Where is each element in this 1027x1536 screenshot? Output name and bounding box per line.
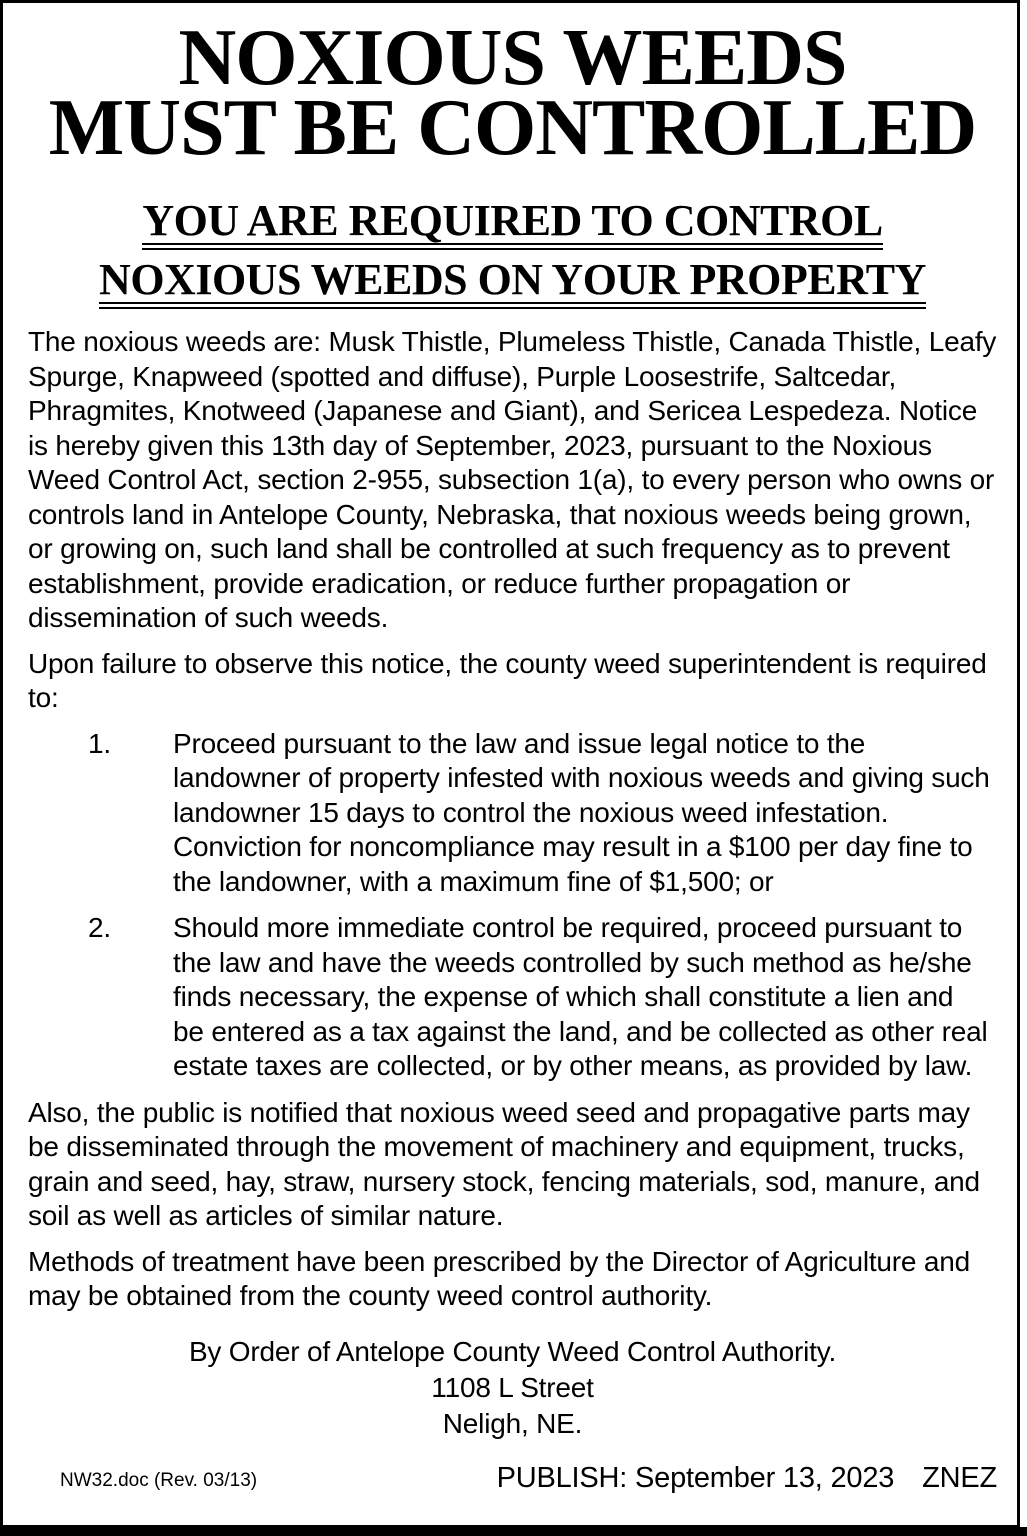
subheadline-line-2: NOXIOUS WEEDS ON YOUR PROPERTY	[28, 254, 997, 309]
notice-headline	[28, 14, 997, 172]
list-item	[28, 911, 997, 1084]
doc-reference: NW32.doc (Rev. 03/13)	[60, 1469, 258, 1491]
closing-city: Neligh, NE.	[442, 1407, 583, 1439]
footer-row	[28, 1462, 997, 1495]
headline-line-1: NOXIOUS WEEDS	[178, 14, 847, 102]
notice-subheadline	[28, 195, 997, 309]
paragraph-dissemination: Also, the public is notified that noxious weed seed and propagative parts may be disseminated through the movement of machinery and equipment, trucks, grain and seed, hay, straw, nursery stock, fencing materials, sod, manure, and soil as well as articles of similar nature.	[28, 1096, 980, 1231]
enforcement-list	[28, 727, 997, 1084]
paragraph-weeds-list: The noxious weeds are: Musk Thistle, Plumeless Thistle, Canada Thistle, Leafy Spurge, Knapweed (spotted and diffuse), Purple Loosestrife, Saltcedar, Phragmites, Knotweed (Japanese and Giant), and Sericea Lespedeza. Notice is hereby given this 13th day of September, 2023, pursuant to the Noxious Weed Control Act, section 2-955, subsection 1(a), to every person who owns or controls land in Antelope County, Nebraska, that noxious weeds being grown, or growing on, such land shall be controlled at such frequency as to prevent establishment, provide eradication, or reduce further propagation or dissemination of such weeds.	[28, 326, 997, 633]
notice-body	[28, 325, 997, 1314]
closing-address: 1108 L Street	[431, 1371, 594, 1403]
list-item-number: 2.	[88, 912, 111, 943]
bottom-border-bar	[0, 1527, 1027, 1536]
list-item-text: Should more immediate control be required, proceed pursuant to the law and have the weeds controlled by such method as he/she finds necessary, the expense of which shall constitute a lien and be entered as a tax against the land, and be collected as other real estate taxes are collected, or by other means, as provided by law.	[173, 912, 988, 1081]
subheadline-line-1: YOU ARE REQUIRED TO CONTROL	[28, 195, 997, 250]
headline-line-2: MUST BE CONTROLLED	[48, 84, 977, 172]
paragraph-failure-intro: Upon failure to observe this notice, the county weed superintendent is required to:	[28, 647, 987, 713]
closing-by-order: By Order of Antelope County Weed Control Authority.	[188, 1335, 837, 1367]
paragraph-treatment: Methods of treatment have been prescribed by the Director of Agriculture and may be obtained from the county weed control authority.	[28, 1245, 970, 1311]
publish-date: PUBLISH: September 13, 2023	[496, 1461, 895, 1494]
closing-block	[28, 1334, 997, 1442]
publish-line	[497, 1462, 997, 1495]
list-item-text: Proceed pursuant to the law and issue legal notice to the landowner of property infested with noxious weeds and giving such landowner 15 days to control the noxious weed infestation. Conviction for noncompliance may result in a $100 per day fine to the landowner, with a maximum fine of $1,500; or	[173, 727, 990, 897]
publish-code: ZNEZ	[922, 1461, 997, 1494]
list-item-number: 1.	[88, 727, 111, 759]
list-item	[28, 727, 997, 900]
